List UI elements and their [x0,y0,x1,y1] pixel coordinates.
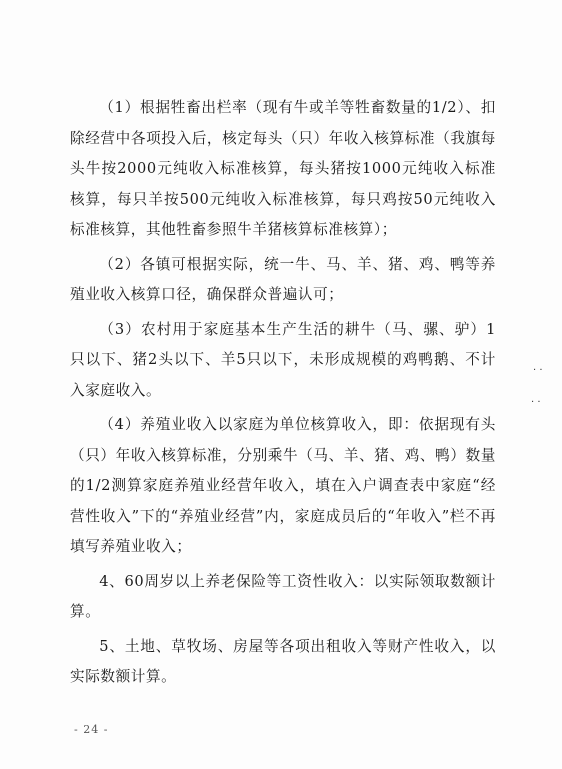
page-number: - 24 - [74,723,109,736]
paragraph-rental-income: 5、土地、草牧场、房屋等各项出租收入等财产性收入，以实际数额计算。 [70,637,496,685]
document-body [70,93,496,697]
margin-dot-mark: · · [533,365,543,376]
paragraph-exempt-livestock: （3）农村用于家庭基本生产生活的耕牛（马、骡、驴）1只以下、猪2头以下、羊5只以下，未形成规模的鸡鸭鹅、不计入家庭收入。 [70,320,496,399]
margin-dot-mark: · · [531,397,541,408]
paragraph-pension-income: 4、60周岁以上养老保险等工资性收入：以实际领取数额计算。 [70,572,496,620]
paragraph-unified-calculation: （2）各镇可根据实际，统一牛、马、羊、猪、鸡、鸭等养殖业收入核算口径，确保群众普遍认可； [70,255,496,303]
paragraph-household-calculation: （4）养殖业收入以家庭为单位核算收入，即：依据现有头（只）年收入核算标准，分别乘牛（马、羊、猪、鸡、鸭）数量的1/2测算家庭养殖业经营年收入，填在入户调查表中家庭“经营性收入”下的“养殖业经营”内，家庭成员后的“年收入”栏不再填写养殖业收入； [70,416,496,555]
paragraph-livestock-standard: （1）根据牲畜出栏率（现有牛或羊等牲畜数量的1/2）、扣除经营中各项投入后，核定每头（只）年收入核算标准（我旗每头牛按2000元纯收入标准核算，每头猪按1000元纯收入标准核算，每只羊按500元纯收入标准核算，每只鸡按50元纯收入标准核算，其他牲畜参照牛羊猪核算标准核算）； [70,99,496,238]
